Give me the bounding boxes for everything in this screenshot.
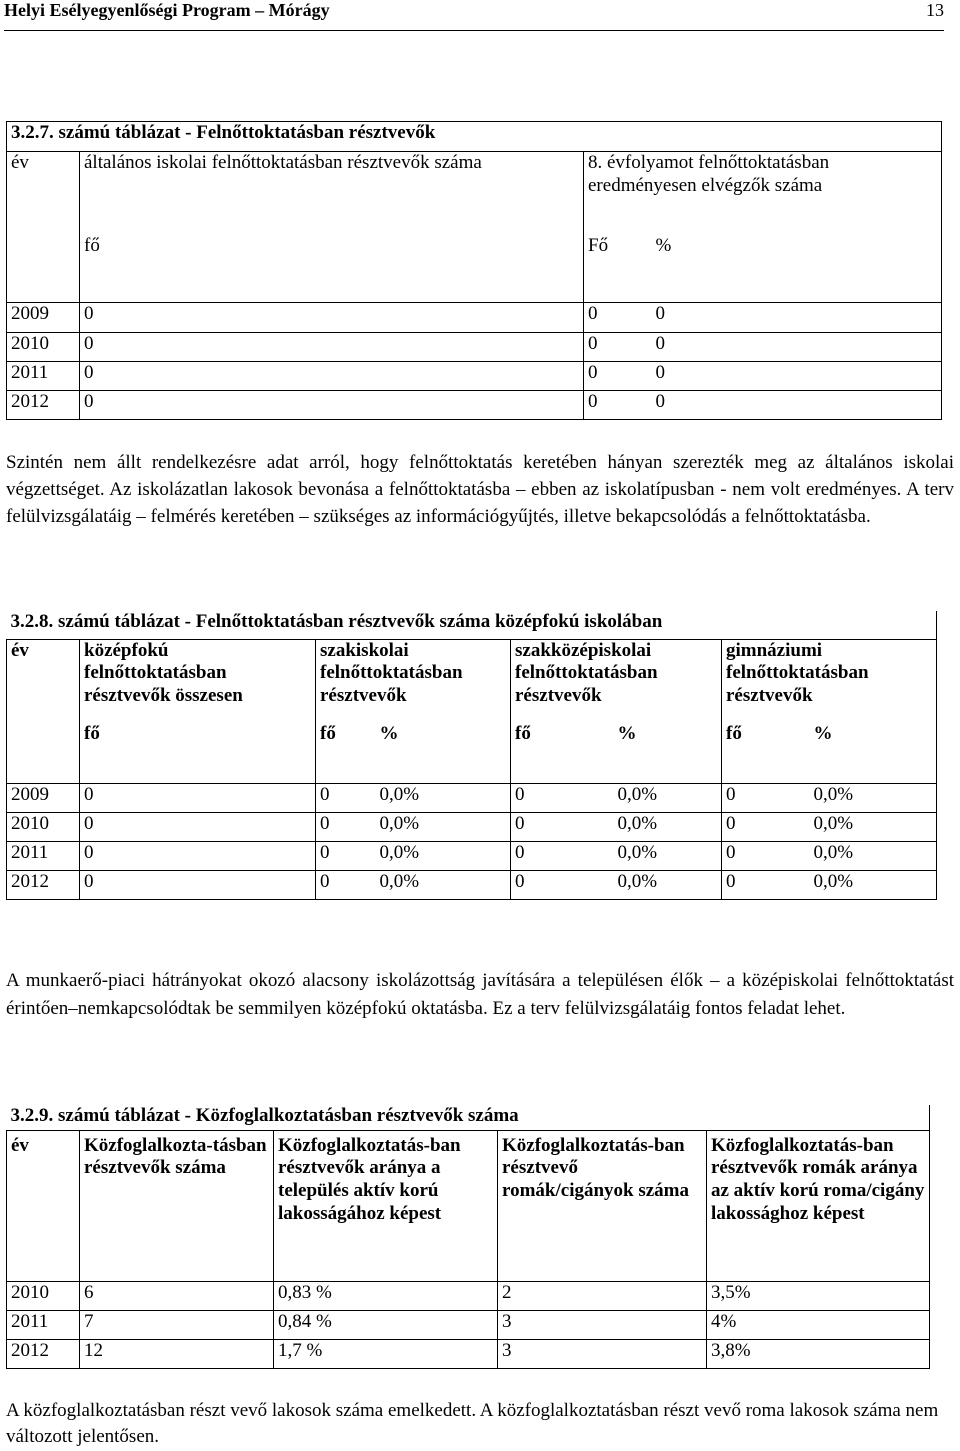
header-ev: év <box>7 1130 80 1281</box>
header-ev: év <box>7 152 80 235</box>
table-caption: 3.2.8. számú táblázat - Felnőttoktatásban résztvevők száma középfokú iskolában <box>7 611 937 639</box>
row-value: 0 <box>511 841 614 870</box>
table-caption: 3.2.7. számú táblázat - Felnőttoktatásban résztvevők <box>7 122 942 152</box>
unit-percent: % <box>376 723 511 783</box>
table-caption-row <box>7 611 937 639</box>
row-value: 0 <box>511 870 614 899</box>
row-value: 0 <box>80 333 584 362</box>
unit-percent: % <box>614 723 722 783</box>
header-public-work-count: Közfoglalkozta-tásban résztvevők száma <box>80 1130 274 1281</box>
page-number: 13 <box>926 0 944 20</box>
row-value: 0 <box>80 841 316 870</box>
row-percent: 4% <box>707 1310 930 1339</box>
row-value: 0 <box>652 391 942 420</box>
row-value: 0 <box>722 812 810 841</box>
row-percent: 0,0% <box>376 870 511 899</box>
row-percent: 0,0% <box>810 812 937 841</box>
row-value: 0 <box>652 362 942 391</box>
row-percent: 0,0% <box>376 841 511 870</box>
row-value: 0 <box>722 841 810 870</box>
unit-fo: fő <box>80 235 584 303</box>
paragraph-public-work: A közfoglalkoztatásban részt vevő lakosok száma emelkedett. A közfoglalkoztatásban részt vevő roma lakosok száma nem változott jelentősen. <box>6 1400 939 1447</box>
header-grammar-school: gimnáziumi felnőttoktatásban résztvevők <box>722 639 937 723</box>
unit-percent: % <box>652 235 942 303</box>
table-row <box>7 362 942 391</box>
header-secondary-total: középfokú felnőttoktatásban résztvevők összesen <box>80 639 316 723</box>
row-value: 6 <box>80 1281 274 1310</box>
row-value: 0 <box>584 303 652 333</box>
row-year: 2012 <box>7 391 80 420</box>
table-row <box>7 1339 930 1368</box>
header-public-work-ratio: Közfoglalkoztatás-ban résztvevők aránya a település aktív korú lakosságához képest <box>274 1130 498 1281</box>
row-year: 2011 <box>7 1310 80 1339</box>
row-value: 0 <box>80 783 316 812</box>
row-percent: 0,83 % <box>274 1281 498 1310</box>
table-row <box>7 333 942 362</box>
table-row <box>7 391 942 420</box>
row-year: 2009 <box>7 303 80 333</box>
row-year: 2012 <box>7 870 80 899</box>
row-value: 7 <box>80 1310 274 1339</box>
document-title: Helyi Esélyegyenlőségi Program – Mórágy <box>4 0 330 20</box>
row-percent: 1,7 % <box>274 1339 498 1368</box>
row-value: 0 <box>722 783 810 812</box>
unit-fo: Fő <box>584 235 652 303</box>
header-roma-count: Közfoglalkoztatás-ban résztvevő romák/cigányok száma <box>498 1130 707 1281</box>
row-percent: 0,0% <box>810 783 937 812</box>
row-percent: 0,0% <box>810 841 937 870</box>
row-value: 0 <box>80 303 584 333</box>
header-ev: év <box>7 639 80 723</box>
row-value: 3 <box>498 1339 707 1368</box>
unit-percent: % <box>810 723 937 783</box>
row-year: 2011 <box>7 362 80 391</box>
table-row <box>7 841 937 870</box>
row-year: 2012 <box>7 1339 80 1368</box>
row-percent: 3,5% <box>707 1281 930 1310</box>
row-value: 0 <box>80 362 584 391</box>
row-value: 0 <box>584 333 652 362</box>
table-row <box>7 1310 930 1339</box>
row-percent: 3,8% <box>707 1339 930 1368</box>
table-unit-row <box>7 235 942 303</box>
row-percent: 0,0% <box>614 841 722 870</box>
row-percent: 0,0% <box>614 870 722 899</box>
row-value: 0 <box>316 812 376 841</box>
table-felnottoktatas <box>6 121 942 420</box>
row-percent: 0,0% <box>376 783 511 812</box>
paragraph-adult-education: Szintén nem állt rendelkezésre adat arról, hogy felnőttoktatás keretében hányan szerezték meg az általános iskolai végzettséget. Az iskolázatlan lakosok bevonása a felnőttoktatásba – ebben az iskolatípusban - nem volt eredményes. A terv felülvizsgálatáig – felmérés keretében – szükséges az információgyűjtés, illetve bekapcsolódás a felnőttoktatásba. <box>6 452 954 527</box>
header-vocational: szakiskolai felnőttoktatásban résztvevők <box>316 639 511 723</box>
header-grade8-completed: 8. évfolyamot felnőttoktatásban eredményesen elvégzők száma <box>584 152 942 235</box>
table-kozfoglalkoztatas <box>6 1105 930 1369</box>
row-year: 2010 <box>7 812 80 841</box>
row-value: 0 <box>316 841 376 870</box>
unit-fo: fő <box>511 723 614 783</box>
row-value: 0 <box>511 812 614 841</box>
table-row <box>7 303 942 333</box>
table-unit-row <box>7 723 937 783</box>
row-value: 0 <box>316 783 376 812</box>
row-year: 2009 <box>7 783 80 812</box>
table-caption: 3.2.9. számú táblázat - Közfoglalkoztatásban résztvevők száma <box>7 1105 930 1130</box>
row-value: 12 <box>80 1339 274 1368</box>
row-value: 3 <box>498 1310 707 1339</box>
row-value: 0 <box>316 870 376 899</box>
unit-fo: fő <box>316 723 376 783</box>
table-header-row <box>7 639 937 723</box>
row-value: 0 <box>584 391 652 420</box>
row-value: 2 <box>498 1281 707 1310</box>
row-value: 0 <box>652 333 942 362</box>
table-row <box>7 783 937 812</box>
table-caption-row <box>7 122 942 152</box>
table-caption-row <box>7 1105 930 1130</box>
row-percent: 0,0% <box>376 812 511 841</box>
row-value: 0 <box>722 870 810 899</box>
row-value: 0 <box>80 391 584 420</box>
row-year: 2010 <box>7 1281 80 1310</box>
table-header-row <box>7 1130 930 1281</box>
unit-fo: fő <box>722 723 810 783</box>
paragraph-secondary-education: A munkaerő-piaci hátrányokat okozó alacsony iskolázottság javítására a településen élők – a középiskolai felnőttoktatást érintően–nemkapcsolódtak be semmilyen középfokú oktatásba. Ez a terv felülvizsgálatáig fontos feladat lehet. <box>6 970 954 1019</box>
row-year: 2010 <box>7 333 80 362</box>
row-value: 0 <box>80 812 316 841</box>
header-secondary-vocational: szakközépiskolai felnőttoktatásban résztvevők <box>511 639 722 723</box>
row-value: 0 <box>511 783 614 812</box>
row-value: 0 <box>80 870 316 899</box>
row-percent: 0,0% <box>614 812 722 841</box>
table-header-row <box>7 152 942 235</box>
row-year: 2011 <box>7 841 80 870</box>
table-row <box>7 1281 930 1310</box>
unit-fo: fő <box>80 723 316 783</box>
row-percent: 0,0% <box>614 783 722 812</box>
row-value: 0 <box>652 303 942 333</box>
row-percent: 0,0% <box>810 870 937 899</box>
header-roma-ratio: Közfoglalkoztatás-ban résztvevők romák aránya az aktív korú roma/cigány lakossághoz képest <box>707 1130 930 1281</box>
page-header <box>4 0 944 31</box>
table-row <box>7 812 937 841</box>
row-percent: 0,84 % <box>274 1310 498 1339</box>
row-value: 0 <box>584 362 652 391</box>
table-row <box>7 870 937 899</box>
header-general-school: általános iskolai felnőttoktatásban résztvevők száma <box>80 152 584 235</box>
table-kozepfoku <box>6 611 937 900</box>
